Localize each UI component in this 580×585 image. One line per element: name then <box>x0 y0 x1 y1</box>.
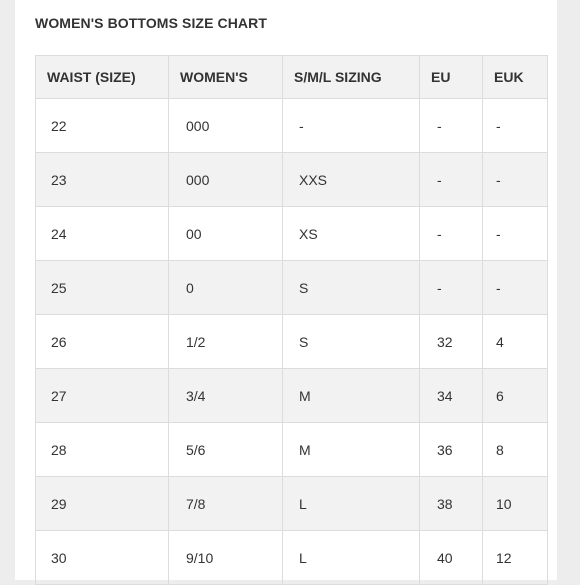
table-row <box>36 153 548 207</box>
cell-eu: - <box>420 99 483 153</box>
cell-euk: - <box>483 99 548 153</box>
cell-eu: 40 <box>420 531 483 585</box>
cell-sml: XXS <box>283 153 420 207</box>
cell-womens: 00 <box>169 207 283 261</box>
header-eu: EU <box>420 56 483 99</box>
cell-eu: 36 <box>420 423 483 477</box>
cell-euk: 12 <box>483 531 548 585</box>
cell-sml: M <box>283 423 420 477</box>
cell-eu: - <box>420 207 483 261</box>
cell-euk: - <box>483 261 548 315</box>
table-row <box>36 423 548 477</box>
cell-euk: - <box>483 207 548 261</box>
cell-sml: L <box>283 477 420 531</box>
cell-eu: 38 <box>420 477 483 531</box>
cell-sml: S <box>283 315 420 369</box>
table-row <box>36 207 548 261</box>
cell-waist: 27 <box>36 369 169 423</box>
table-row <box>36 315 548 369</box>
table-row <box>36 531 548 585</box>
cell-euk: 8 <box>483 423 548 477</box>
cell-waist: 23 <box>36 153 169 207</box>
cell-sml: M <box>283 369 420 423</box>
cell-waist: 24 <box>36 207 169 261</box>
size-chart-table <box>35 55 548 585</box>
cell-waist: 29 <box>36 477 169 531</box>
cell-womens: 9/10 <box>169 531 283 585</box>
header-waist-size: WAIST (SIZE) <box>36 56 169 99</box>
cell-womens: 000 <box>169 99 283 153</box>
cell-euk: 10 <box>483 477 548 531</box>
header-euk: EUK <box>483 56 548 99</box>
cell-waist: 26 <box>36 315 169 369</box>
cell-sml: L <box>283 531 420 585</box>
cell-euk: 4 <box>483 315 548 369</box>
cell-eu: - <box>420 261 483 315</box>
cell-euk: - <box>483 153 548 207</box>
cell-waist: 28 <box>36 423 169 477</box>
header-sml-sizing: S/M/L SIZING <box>283 56 420 99</box>
cell-womens: 1/2 <box>169 315 283 369</box>
table-row <box>36 261 548 315</box>
cell-eu: 34 <box>420 369 483 423</box>
cell-womens: 5/6 <box>169 423 283 477</box>
table-row <box>36 477 548 531</box>
cell-womens: 3/4 <box>169 369 283 423</box>
cell-sml: S <box>283 261 420 315</box>
header-womens: WOMEN'S <box>169 56 283 99</box>
cell-waist: 25 <box>36 261 169 315</box>
cell-eu: 32 <box>420 315 483 369</box>
cell-sml: - <box>283 99 420 153</box>
cell-eu: - <box>420 153 483 207</box>
table-row <box>36 99 548 153</box>
table-header-row <box>36 56 548 99</box>
cell-womens: 000 <box>169 153 283 207</box>
size-chart-card <box>15 0 557 580</box>
cell-waist: 22 <box>36 99 169 153</box>
cell-sml: XS <box>283 207 420 261</box>
cell-womens: 0 <box>169 261 283 315</box>
cell-womens: 7/8 <box>169 477 283 531</box>
cell-waist: 30 <box>36 531 169 585</box>
page-title: WOMEN'S BOTTOMS SIZE CHART <box>35 15 268 31</box>
table-row <box>36 369 548 423</box>
cell-euk: 6 <box>483 369 548 423</box>
